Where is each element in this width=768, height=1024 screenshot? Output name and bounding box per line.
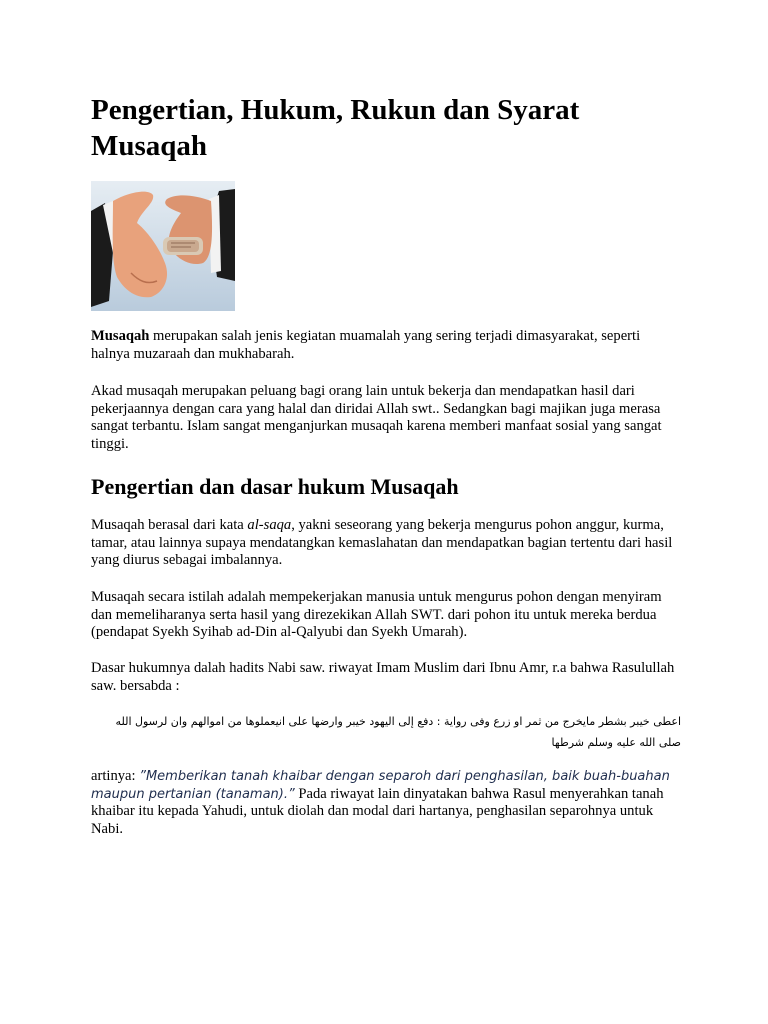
etymology-term: al-saqa <box>247 517 292 533</box>
intro-text: merupakan salah jenis kegiatan muamalah yang sering terjadi dimasyarakat, seperti halnya muzaraah dan mukhabarah. <box>91 328 641 362</box>
handshake-icon <box>91 181 235 311</box>
dasar-hukum-paragraph: Dasar hukumnya dalah hadits Nabi saw. riwayat Imam Muslim dari Ibnu Amr, r.a bahwa Rasulullah saw. bersabda : <box>91 660 675 694</box>
etymology-paragraph <box>91 517 681 570</box>
etymology-after: , yakni seseorang yang bekerja mengurus pohon anggur, kurma, tamar, atau lainnya supaya mendatangkan kemaslahatan dan mendapatkan bagian tertentu dari hasil yang diurus sebagai imbalannya. <box>91 517 673 568</box>
handshake-money-image <box>91 181 235 311</box>
intro-paragraph <box>91 328 681 363</box>
section-heading: Pengertian dan dasar hukum Musaqah <box>91 474 459 499</box>
translation-paragraph <box>91 768 681 838</box>
arabic-hadith-text: اعطى خيبر بشطر مايخرج من ثمر او زرع وفى رواية : دفع إلى اليهود خيبر وارضها على انيعملوها من اموالهم وان لرسول الله صلى الله عليه وسلم شرطها <box>115 715 681 749</box>
translation-quote: ”Memberikan tanah khaibar dengan separoh dari penghasilan, baik buah-buahan maupun pertanian (tanaman).” <box>91 769 670 802</box>
etymology-before: Musaqah berasal dari kata <box>91 517 248 533</box>
musaqah-term: Musaqah <box>91 328 150 344</box>
translation-label: artinya: <box>91 768 140 784</box>
akad-paragraph: Akad musaqah merupakan peluang bagi orang lain untuk bekerja dan mendapatkan hasil dari pekerjaannya dengan cara yang halal dan diridai Allah swt.. Sedangkan bagi majikan juga merasa sangat terbantu. Islam sangat menganjurkan musaqah karena memberi manfaat sosial yang sangat tinggi. <box>91 383 662 452</box>
translation-rest: Pada riwayat lain dinyatakan bahwa Rasul menyerahkan tanah khaibar itu kepada Yahudi, untuk diolah dan modal dari hartanya, penghasilan separohnya untuk Nabi. <box>91 785 664 837</box>
istilah-paragraph: Musaqah secara istilah adalah mempekerjakan manusia untuk mengurus pohon dengan menyiram dan memeliharanya serta hasil yang direzekikan Allah SWT. dari pohon itu untuk mereka berdua (pendapat Syekh Syihab ad-Din al-Qalyubi dan Syekh Umarah). <box>91 589 662 640</box>
article-title: Pengertian, Hukum, Rukun dan Syarat Musaqah <box>91 94 580 162</box>
